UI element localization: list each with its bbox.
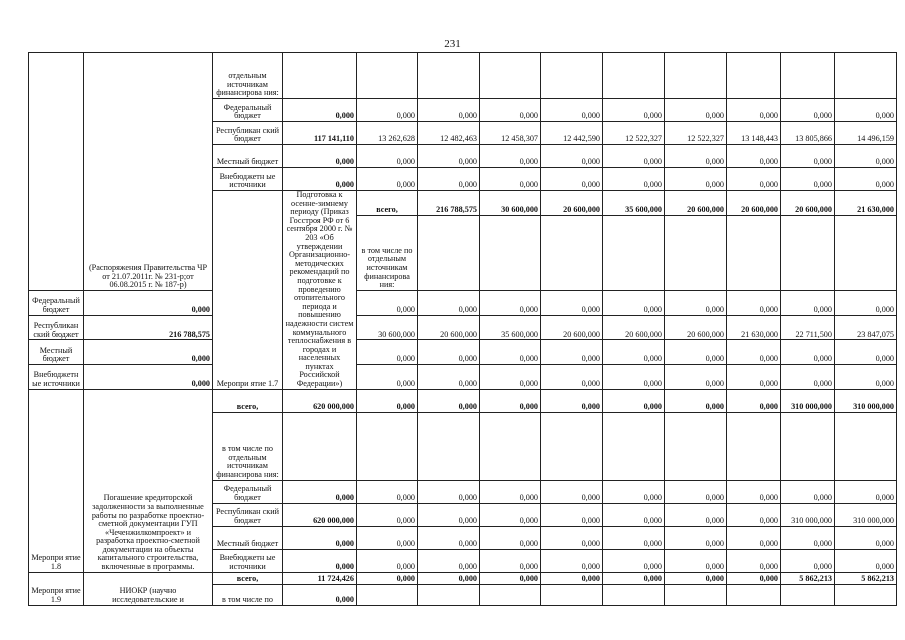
total-cell: 0,000 — [283, 480, 357, 503]
year-value-cell — [603, 53, 665, 99]
year-value-cell: 0,000 — [418, 549, 480, 572]
year-value-cell: 0,000 — [835, 526, 897, 549]
year-value-cell: 0,000 — [727, 549, 781, 572]
year-value-cell: 0,000 — [357, 145, 418, 168]
year-value-cell: 0,000 — [727, 572, 781, 584]
total-cell — [283, 53, 357, 99]
event-description-cell: (Распоряжения Правительства ЧР от 21.07.2011г. № 231-р;от 06.08.2015 г. № 187-р) — [84, 53, 213, 291]
year-value-cell: 0,000 — [727, 145, 781, 168]
year-value-cell: 0,000 — [480, 480, 541, 503]
year-value-cell — [480, 584, 541, 605]
year-value-cell — [727, 584, 781, 605]
year-value-cell: 20 600,000 — [418, 315, 480, 340]
year-value-cell: 0,000 — [665, 572, 727, 584]
year-value-cell: 0,000 — [835, 340, 897, 365]
year-value-cell: 0,000 — [835, 549, 897, 572]
year-value-cell: 0,000 — [781, 340, 835, 365]
year-value-cell: 0,000 — [781, 480, 835, 503]
year-value-cell: 0,000 — [603, 549, 665, 572]
year-value-cell: 0,000 — [603, 145, 665, 168]
page-number: 231 — [444, 38, 461, 50]
funding-source-cell: в том числе по отдельным источникам финансирова ния: — [213, 412, 283, 480]
year-value-cell: 0,000 — [835, 480, 897, 503]
table-row — [29, 340, 897, 365]
year-value-cell — [835, 215, 897, 290]
total-cell: 0,000 — [84, 340, 213, 365]
year-value-cell: 13 262,628 — [357, 122, 418, 145]
year-value-cell — [665, 584, 727, 605]
year-value-cell: 0,000 — [603, 168, 665, 191]
year-value-cell — [727, 412, 781, 480]
funding-source-cell: Республикан ский бюджет — [213, 503, 283, 526]
year-value-cell: 22 711,500 — [781, 315, 835, 340]
total-cell: 0,000 — [84, 290, 213, 315]
year-value-cell — [727, 215, 781, 290]
year-value-cell: 20 600,000 — [541, 315, 603, 340]
year-value-cell — [665, 53, 727, 99]
funding-source-cell: Республикан ский бюджет — [213, 122, 283, 145]
year-value-cell — [781, 53, 835, 99]
funding-source-cell: отдельным источникам финансирова ния: — [213, 53, 283, 99]
total-cell: 216 788,575 — [418, 191, 480, 216]
year-value-cell: 0,000 — [665, 145, 727, 168]
year-value-cell — [727, 53, 781, 99]
year-value-cell: 12 522,327 — [665, 122, 727, 145]
year-value-cell: 5 862,213 — [835, 572, 897, 584]
year-value-cell — [480, 53, 541, 99]
year-value-cell: 0,000 — [480, 340, 541, 365]
year-value-cell — [603, 584, 665, 605]
year-value-cell: 0,000 — [603, 340, 665, 365]
total-cell: 0,000 — [283, 168, 357, 191]
year-value-cell: 0,000 — [727, 526, 781, 549]
year-value-cell: 0,000 — [665, 526, 727, 549]
funding-source-cell: Республикан ский бюджет — [29, 315, 84, 340]
funding-source-cell: Местный бюджет — [213, 145, 283, 168]
year-value-cell: 0,000 — [603, 503, 665, 526]
year-value-cell: 0,000 — [727, 168, 781, 191]
year-value-cell — [781, 584, 835, 605]
year-value-cell — [665, 412, 727, 480]
year-value-cell: 0,000 — [357, 340, 418, 365]
total-cell — [283, 412, 357, 480]
year-value-cell: 0,000 — [781, 145, 835, 168]
year-value-cell: 0,000 — [357, 290, 418, 315]
year-value-cell: 0,000 — [357, 99, 418, 122]
year-value-cell: 20 600,000 — [665, 191, 727, 216]
funding-source-cell: в том числе по отдельным источникам финансирова ния: — [357, 215, 418, 290]
year-value-cell: 310 000,000 — [835, 389, 897, 412]
year-value-cell: 12 442,590 — [541, 122, 603, 145]
year-value-cell: 0,000 — [665, 290, 727, 315]
year-value-cell: 21 630,000 — [835, 191, 897, 216]
year-value-cell: 0,000 — [603, 480, 665, 503]
year-value-cell: 0,000 — [665, 389, 727, 412]
year-value-cell: 0,000 — [480, 572, 541, 584]
year-value-cell: 0,000 — [418, 503, 480, 526]
year-value-cell: 0,000 — [357, 526, 418, 549]
year-value-cell: 0,000 — [541, 290, 603, 315]
year-value-cell: 0,000 — [541, 145, 603, 168]
year-value-cell — [665, 215, 727, 290]
year-value-cell: 0,000 — [480, 290, 541, 315]
funding-source-cell: Федеральный бюджет — [213, 480, 283, 503]
table-row — [29, 364, 897, 389]
total-cell: 0,000 — [283, 526, 357, 549]
year-value-cell: 0,000 — [357, 389, 418, 412]
year-value-cell — [357, 584, 418, 605]
year-value-cell: 23 847,075 — [835, 315, 897, 340]
year-value-cell: 0,000 — [727, 290, 781, 315]
table-row — [29, 53, 897, 99]
year-value-cell: 20 600,000 — [781, 191, 835, 216]
year-value-cell: 0,000 — [835, 290, 897, 315]
year-value-cell: 12 458,307 — [480, 122, 541, 145]
year-value-cell: 0,000 — [418, 290, 480, 315]
year-value-cell: 0,000 — [357, 549, 418, 572]
event-number-cell: Меропри ятие 1.8 — [29, 389, 84, 572]
total-cell: 0,000 — [283, 549, 357, 572]
year-value-cell: 0,000 — [603, 389, 665, 412]
year-value-cell: 0,000 — [665, 480, 727, 503]
year-value-cell: 0,000 — [727, 389, 781, 412]
year-value-cell: 0,000 — [835, 145, 897, 168]
year-value-cell: 0,000 — [418, 364, 480, 389]
year-value-cell: 0,000 — [781, 168, 835, 191]
event-number-cell — [29, 53, 84, 291]
event-description-cell: Погашение кредиторской задолженности за выполненные работы по разработке проектно-сметной документации ГУП «Чеченжилкомпроект» и разработка проектно-сметной документации на объекты капитального строительства, включенные в программы. — [84, 389, 213, 572]
year-value-cell: 0,000 — [665, 364, 727, 389]
funding-source-cell: Местный бюджет — [213, 526, 283, 549]
funding-source-cell: Местный бюджет — [29, 340, 84, 365]
funding-source-cell: в том числе по — [213, 584, 283, 605]
year-value-cell: 30 600,000 — [357, 315, 418, 340]
funding-source-cell: Федеральный бюджет — [213, 99, 283, 122]
table-row — [29, 315, 897, 340]
year-value-cell: 0,000 — [357, 480, 418, 503]
year-value-cell: 0,000 — [781, 99, 835, 122]
year-value-cell: 35 600,000 — [603, 191, 665, 216]
year-value-cell: 310 000,000 — [781, 389, 835, 412]
year-value-cell: 0,000 — [727, 503, 781, 526]
year-value-cell: 0,000 — [418, 145, 480, 168]
total-cell: 117 141,110 — [283, 122, 357, 145]
total-cell: 620 000,000 — [283, 389, 357, 412]
year-value-cell: 0,000 — [781, 290, 835, 315]
year-value-cell — [541, 584, 603, 605]
year-value-cell — [541, 215, 603, 290]
year-value-cell: 0,000 — [603, 526, 665, 549]
year-value-cell: 20 600,000 — [727, 191, 781, 216]
year-value-cell: 0,000 — [541, 503, 603, 526]
year-value-cell: 310 000,000 — [835, 503, 897, 526]
funding-source-cell: всего, — [213, 389, 283, 412]
year-value-cell: 0,000 — [480, 364, 541, 389]
total-cell: 0,000 — [84, 364, 213, 389]
year-value-cell — [541, 53, 603, 99]
year-value-cell: 0,000 — [418, 168, 480, 191]
total-cell: 620 000,000 — [283, 503, 357, 526]
year-value-cell — [480, 215, 541, 290]
year-value-cell: 0,000 — [357, 168, 418, 191]
year-value-cell: 0,000 — [781, 526, 835, 549]
year-value-cell: 0,000 — [480, 168, 541, 191]
total-cell: 11 724,426 — [283, 572, 357, 584]
year-value-cell: 0,000 — [418, 526, 480, 549]
total-cell: 216 788,575 — [84, 315, 213, 340]
year-value-cell: 0,000 — [603, 99, 665, 122]
year-value-cell: 0,000 — [665, 340, 727, 365]
year-value-cell: 20 600,000 — [541, 191, 603, 216]
year-value-cell: 21 630,000 — [727, 315, 781, 340]
year-value-cell: 0,000 — [835, 99, 897, 122]
year-value-cell — [357, 412, 418, 480]
year-value-cell: 0,000 — [727, 364, 781, 389]
funding-source-cell: Внебюджетн ые источники — [213, 168, 283, 191]
year-value-cell: 0,000 — [541, 364, 603, 389]
year-value-cell: 0,000 — [835, 364, 897, 389]
year-value-cell: 0,000 — [665, 503, 727, 526]
funding-source-cell: всего, — [213, 572, 283, 584]
budget-table — [28, 52, 897, 606]
year-value-cell: 12 522,327 — [603, 122, 665, 145]
year-value-cell: 0,000 — [418, 572, 480, 584]
year-value-cell: 0,000 — [781, 364, 835, 389]
year-value-cell — [835, 412, 897, 480]
year-value-cell: 0,000 — [541, 340, 603, 365]
year-value-cell: 0,000 — [541, 99, 603, 122]
year-value-cell — [603, 412, 665, 480]
year-value-cell: 0,000 — [835, 168, 897, 191]
year-value-cell — [835, 584, 897, 605]
year-value-cell: 0,000 — [541, 168, 603, 191]
table-row — [29, 389, 897, 412]
year-value-cell: 0,000 — [480, 145, 541, 168]
year-value-cell: 0,000 — [541, 480, 603, 503]
year-value-cell: 310 000,000 — [781, 503, 835, 526]
event-number-cell: Меропри ятие 1.7 — [213, 191, 283, 390]
year-value-cell: 0,000 — [357, 572, 418, 584]
year-value-cell — [603, 215, 665, 290]
table-row — [29, 290, 897, 315]
year-value-cell: 0,000 — [665, 549, 727, 572]
year-value-cell: 0,000 — [541, 549, 603, 572]
year-value-cell: 5 862,213 — [781, 572, 835, 584]
year-value-cell: 14 496,159 — [835, 122, 897, 145]
year-value-cell — [781, 215, 835, 290]
year-value-cell: 20 600,000 — [603, 315, 665, 340]
year-value-cell: 0,000 — [541, 526, 603, 549]
year-value-cell: 0,000 — [665, 99, 727, 122]
year-value-cell: 0,000 — [603, 290, 665, 315]
funding-source-cell: Федеральный бюджет — [29, 290, 84, 315]
year-value-cell: 0,000 — [603, 364, 665, 389]
year-value-cell: 0,000 — [480, 549, 541, 572]
year-value-cell: 0,000 — [418, 389, 480, 412]
year-value-cell: 30 600,000 — [480, 191, 541, 216]
event-description-cell: НИОКР (научно исследовательские и — [84, 572, 213, 605]
year-value-cell: 0,000 — [665, 168, 727, 191]
year-value-cell: 13 805,866 — [781, 122, 835, 145]
year-value-cell: 20 600,000 — [665, 315, 727, 340]
year-value-cell: 0,000 — [727, 480, 781, 503]
year-value-cell — [781, 412, 835, 480]
year-value-cell: 0,000 — [480, 99, 541, 122]
year-value-cell: 0,000 — [357, 364, 418, 389]
year-value-cell — [418, 53, 480, 99]
year-value-cell: 0,000 — [781, 549, 835, 572]
total-cell: 0,000 — [283, 145, 357, 168]
total-cell: 0,000 — [283, 584, 357, 605]
year-value-cell: 0,000 — [418, 480, 480, 503]
year-value-cell — [418, 412, 480, 480]
year-value-cell — [541, 412, 603, 480]
year-value-cell — [480, 412, 541, 480]
year-value-cell: 0,000 — [727, 340, 781, 365]
total-cell — [418, 215, 480, 290]
year-value-cell: 0,000 — [480, 526, 541, 549]
year-value-cell: 35 600,000 — [480, 315, 541, 340]
funding-source-cell: всего, — [357, 191, 418, 216]
year-value-cell — [835, 53, 897, 99]
funding-source-cell: Внебюджетн ые источники — [29, 364, 84, 389]
year-value-cell: 0,000 — [727, 99, 781, 122]
year-value-cell: 13 148,443 — [727, 122, 781, 145]
year-value-cell: 0,000 — [603, 572, 665, 584]
total-cell: 0,000 — [283, 99, 357, 122]
event-description-cell: Подготовка к осенне-зимнему периоду (Приказ Госстроя РФ от 6 сентября 2000 г. № 203 «Об утверждении Организационно-методических рекомендаций по подготовке к проведению отопительного периода и повышению надежности систем коммунального теплоснабжения в городах и населенных пунктах Российской Федерации») — [283, 191, 357, 390]
table-row — [29, 572, 897, 584]
year-value-cell: 0,000 — [418, 99, 480, 122]
year-value-cell: 0,000 — [480, 389, 541, 412]
year-value-cell: 0,000 — [480, 503, 541, 526]
event-number-cell: Меропри ятие 1.9 — [29, 572, 84, 605]
year-value-cell — [357, 53, 418, 99]
year-value-cell: 0,000 — [541, 572, 603, 584]
year-value-cell: 0,000 — [357, 503, 418, 526]
year-value-cell: 0,000 — [418, 340, 480, 365]
year-value-cell: 12 482,463 — [418, 122, 480, 145]
funding-source-cell: Внебюджетн ые источники — [213, 549, 283, 572]
year-value-cell: 0,000 — [541, 389, 603, 412]
year-value-cell — [418, 584, 480, 605]
